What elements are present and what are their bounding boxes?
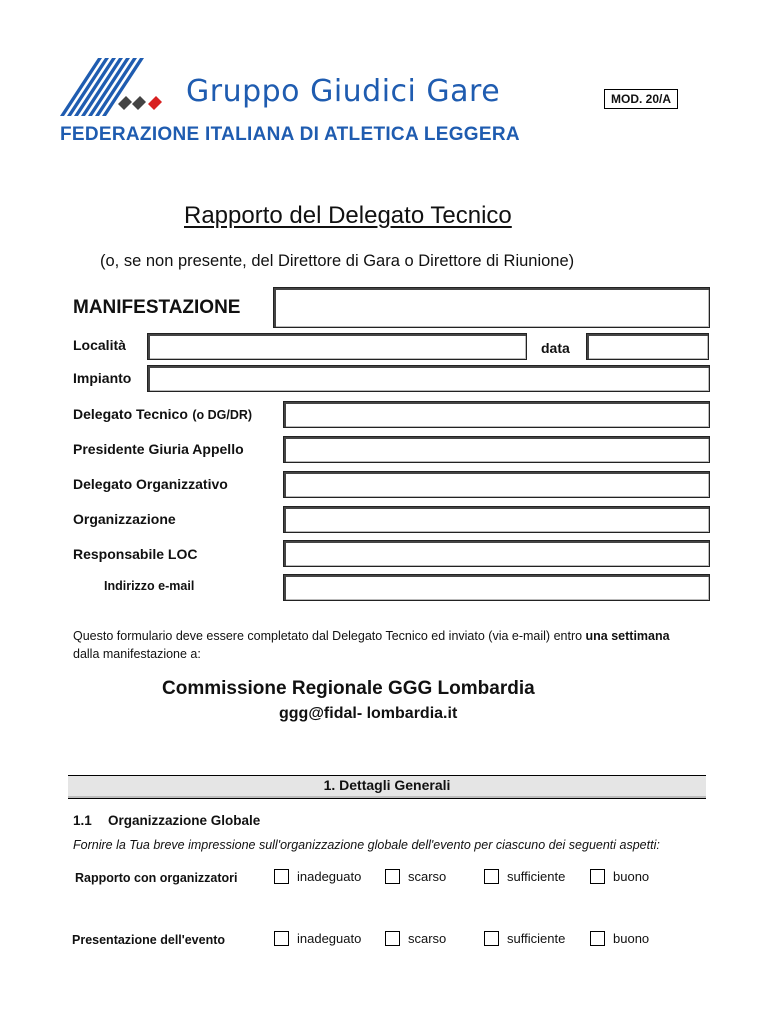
checkbox[interactable] — [274, 869, 289, 884]
option-label: buono — [613, 931, 650, 946]
subsection-number: 1.1 — [73, 813, 92, 828]
option-sufficiente[interactable] — [484, 869, 565, 884]
option-label: sufficiente — [507, 869, 566, 884]
fidal-logo-mark — [60, 52, 180, 122]
organizzazione-label: Organizzazione — [73, 511, 176, 527]
checkbox[interactable] — [274, 931, 289, 946]
option-label: inadeguato — [297, 869, 362, 884]
option-buono[interactable] — [590, 869, 649, 884]
instructions-text: Questo formulario deve essere completato dal Delegato Tecnico ed inviato (via e-mail) entro — [73, 629, 586, 643]
responsabile-loc-label: Responsabile LOC — [73, 546, 198, 562]
option-sufficiente[interactable] — [484, 931, 565, 946]
checkbox[interactable] — [590, 931, 605, 946]
delegato-organizzativo-label: Delegato Organizzativo — [73, 476, 228, 492]
logo-title: Gruppo Giudici Gare — [186, 74, 501, 109]
option-buono[interactable] — [590, 931, 649, 946]
checkbox[interactable] — [484, 869, 499, 884]
row-label-presentazione: Presentazione dell'evento — [72, 933, 226, 947]
option-label: buono — [613, 869, 650, 884]
data-field[interactable] — [586, 333, 709, 360]
checkbox[interactable] — [385, 869, 400, 884]
option-label: scarso — [408, 869, 447, 884]
manifestazione-label: MANIFESTAZIONE — [73, 297, 241, 318]
delegato-tecnico-field[interactable] — [283, 401, 710, 428]
page-subtitle: (o, se non presente, del Direttore di Gara o Direttore di Riunione) — [100, 252, 575, 270]
subsection-title: Organizzazione Globale — [108, 813, 261, 828]
organizzazione-field[interactable] — [283, 506, 710, 533]
recipient-email[interactable]: ggg@fidal- lombardia.it — [279, 705, 458, 722]
delegato-tecnico-suffix: (o DG/DR) — [192, 408, 253, 422]
localita-label: Località — [73, 337, 126, 353]
impianto-label: Impianto — [73, 370, 132, 386]
presidente-giuria-field[interactable] — [283, 436, 710, 463]
checkbox[interactable] — [385, 931, 400, 946]
instructions-deadline: una settimana — [585, 629, 670, 643]
option-scarso[interactable] — [385, 869, 446, 884]
option-inadeguato[interactable] — [274, 869, 361, 884]
delegato-tecnico-text: Delegato Tecnico — [73, 406, 188, 422]
page-title: Rapporto del Delegato Tecnico — [184, 202, 512, 229]
indirizzo-email-field[interactable] — [283, 574, 710, 601]
instructions-note — [73, 627, 713, 663]
row-label-rapporto: Rapporto con organizzatori — [75, 871, 238, 885]
recipient-name: Commissione Regionale GGG Lombardia — [162, 678, 535, 699]
option-label: sufficiente — [507, 931, 566, 946]
option-label: scarso — [408, 931, 447, 946]
option-inadeguato[interactable] — [274, 931, 361, 946]
impianto-field[interactable] — [147, 365, 710, 392]
delegato-tecnico-label — [73, 406, 252, 424]
indirizzo-email-label: Indirizzo e-mail — [104, 579, 195, 593]
checkbox[interactable] — [484, 931, 499, 946]
data-label: data — [541, 340, 570, 356]
mod-code: MOD. 20/A — [604, 89, 678, 109]
responsabile-loc-field[interactable] — [283, 540, 710, 567]
checkbox[interactable] — [590, 869, 605, 884]
section-header-dettagli-generali — [68, 775, 706, 799]
delegato-organizzativo-field[interactable] — [283, 471, 710, 498]
section-title: 1. Dettagli Generali — [323, 777, 451, 793]
federation-name: FEDERAZIONE ITALIANA DI ATLETICA LEGGERA — [60, 124, 520, 145]
instructions-text-2: dalla manifestazione a: — [73, 647, 201, 661]
localita-field[interactable] — [147, 333, 527, 360]
option-label: inadeguato — [297, 931, 362, 946]
manifestazione-field[interactable] — [273, 287, 710, 328]
presidente-giuria-label: Presidente Giuria Appello — [73, 441, 244, 457]
subsection-intro: Fornire la Tua breve impressione sull'organizzazione globale dell'evento per ciascuno dei seguenti aspetti: — [73, 838, 660, 852]
option-scarso[interactable] — [385, 931, 446, 946]
